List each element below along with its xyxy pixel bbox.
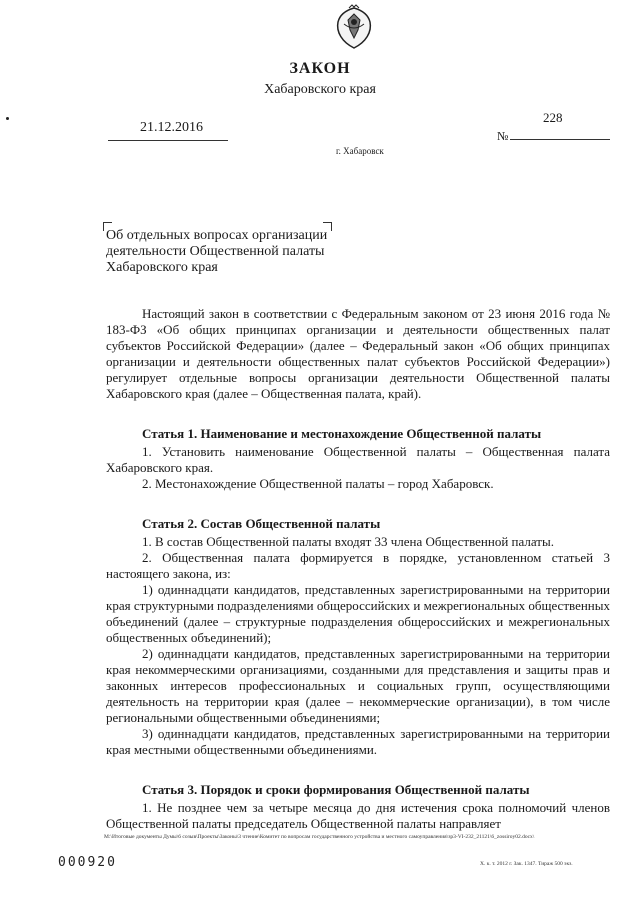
article-2-item-1: 1) одиннадцати кандидатов, представленных зарегистрированными на территории края структурными подразделениями общероссийских и межрегиональных общественных объединений (далее – структурные подразделения общероссийских и межрегиональных общественных объединений); [106, 582, 610, 645]
print-stamp: Х. к. т. 2012 г. Зак. 1347. Тираж 500 экз. [480, 861, 573, 867]
article-2-title: Статья 2. Состав Общественной палаты [142, 516, 381, 531]
date-underline [108, 140, 228, 141]
city-label: г. Хабаровск [336, 146, 384, 156]
article-2-item-2: 2) одиннадцати кандидатов, представленных зарегистрированными на территории края некоммерческими организациями, созданными для представления и защиты прав и законных интересов профессиональных и социальных групп, осуществляющими деятельность на территории края (далее – некоммерческие организации), в том числе региональными общественными объединениями; [106, 646, 610, 725]
article-1-paragraph-2: 2. Местонахождение Общественной палаты – город Хабаровск. [142, 476, 494, 491]
file-path-footer: М:\Итоговые документы Думы\6 созыв\Проекты\Законы\3 чтение\Комитет по вопросам государственного устройства и местного самоуправления\зр3-VI-232_21121\6_zossiroy02.docx\ [104, 834, 535, 840]
law-subject [106, 228, 366, 276]
preamble: Настоящий закон в соответствии с Федеральным законом от 23 июня 2016 года № 183-ФЗ «Об общих принципах организации и деятельности общественных палат субъектов Российской Федерации» (далее – Федеральный закон «Об общих принципах организации и деятельности общественных палат субъектов Российской Федерации») регулирует отдельные вопросы организации деятельности Общественной палаты Хабаровского края (далее – Общественная палата, край). [106, 306, 610, 401]
margin-dot [6, 117, 9, 120]
law-date: 21.12.2016 [140, 120, 203, 135]
article-2-item-3: 3) одиннадцати кандидатов, представленных зарегистрированными на территории края местными общественными объединениями. [106, 726, 610, 757]
inventory-number: 000920 [58, 855, 117, 870]
article-2-paragraph-1: 1. В состав Общественной палаты входят 33 члена Общественной палаты. [142, 534, 554, 549]
number-underline [510, 139, 610, 140]
number-label: № [497, 129, 509, 143]
article-2-paragraph-2: 2. Общественная палата формируется в порядке, установленном статьей 3 настоящего закона, из: [106, 550, 610, 581]
subject-line: Хабаровского края [106, 260, 218, 275]
law-number: 228 [543, 110, 563, 125]
article-3-title: Статья 3. Порядок и сроки формирования Общественной палаты [142, 782, 530, 797]
law-body [106, 306, 610, 832]
article-1-title: Статья 1. Наименование и местонахождение Общественной палаты [142, 426, 542, 441]
law-title: ЗАКОН [289, 60, 351, 77]
article-1-paragraph-1: 1. Установить наименование Общественной палаты – Общественная палата Хабаровского края. [106, 444, 610, 475]
subject-line: деятельности Общественной палаты [106, 244, 325, 259]
region-name: Хабаровского края [264, 82, 376, 97]
article-3-paragraph-1: 1. Не позднее чем за четыре месяца до дня истечения срока полномочий членов Общественной палаты председатель Общественной палаты направляет [106, 800, 610, 831]
subject-line: Об отдельных вопросах организации [106, 228, 328, 243]
coat-of-arms-emblem-icon [330, 4, 378, 52]
